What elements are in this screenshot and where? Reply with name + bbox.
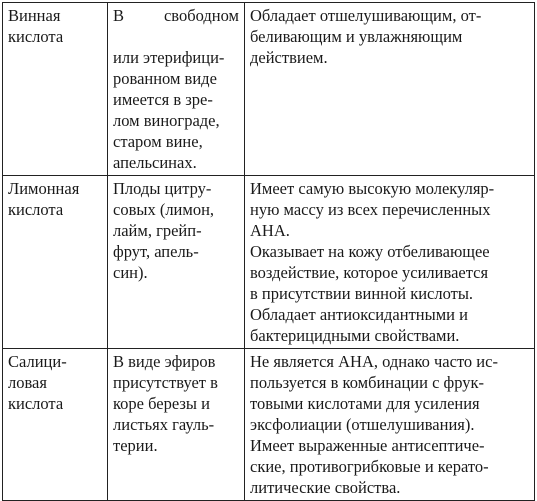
source-line: фрут, апель-: [113, 242, 199, 261]
acid-name-line: Лимонная: [8, 179, 80, 198]
acid-name-line: кислота: [8, 200, 64, 219]
effect-line: Не является АНА, однако часто ис-: [250, 352, 498, 371]
table-row: [3, 3, 535, 176]
effect-line: действием.: [250, 48, 328, 67]
source-line: совых (лимон,: [113, 200, 215, 219]
effect-line: эксфолиации (отшелушивания).: [250, 415, 475, 434]
acid-effect-cell: [245, 3, 535, 176]
acid-source-cell: [108, 176, 245, 349]
acid-source-cell: [108, 3, 245, 176]
effect-line: Обладает отшелушивающим, от-: [250, 6, 482, 25]
effect-line: Имеет выраженные антисептиче-: [250, 436, 485, 455]
effect-line: Имеет самую высокую молекуляр-: [250, 179, 495, 198]
effect-line: беливающим и увлажняющим: [250, 27, 463, 46]
effect-line: воздействие, которое усиливается: [250, 263, 489, 282]
source-line: или этерифици-: [113, 48, 225, 67]
acids-table: [2, 2, 535, 501]
acid-name-line: кислота: [8, 394, 64, 413]
effect-line: ную массу из всех перечисленных: [250, 200, 491, 219]
source-line: коре березы и: [113, 394, 210, 413]
effect-line: ские, противогрибковые и керато-: [250, 457, 489, 476]
table-row: [3, 176, 535, 349]
effect-line: Обладает антиоксидантными и: [250, 305, 468, 324]
effect-line: пользуется в комбинации с фрук-: [250, 373, 484, 392]
acid-name-cell: [3, 176, 108, 349]
source-line: лом винограде,: [113, 111, 220, 130]
source-line: апельсинах.: [113, 153, 197, 172]
acid-effect-cell: [245, 349, 535, 501]
effect-line: Оказывает на кожу отбеливающее: [250, 242, 490, 261]
source-line: В виде эфиров: [113, 352, 216, 371]
acid-name-cell: [3, 349, 108, 501]
acid-name-line: Винная: [8, 6, 61, 25]
source-line: имеется в зре-: [113, 90, 213, 109]
effect-line: товыми кислотами для усиления: [250, 394, 480, 413]
source-line: старом вине,: [113, 132, 203, 151]
effect-line: бактерицидными свойствами.: [250, 326, 460, 345]
acid-name-cell: [3, 3, 108, 176]
acid-effect-cell: [245, 176, 535, 349]
acid-name-line: кислота: [8, 27, 64, 46]
source-line: Плоды цитру-: [113, 179, 212, 198]
source-line: рованном виде: [113, 69, 217, 88]
source-line: син).: [113, 263, 148, 282]
source-line: листьях гауль-: [113, 415, 215, 434]
source-line: присутствует в: [113, 373, 218, 392]
source-line: лайм, грейп-: [113, 221, 202, 240]
acid-name-line: Салици-: [8, 352, 67, 371]
effect-line: в присутствии винной кислоты.: [250, 284, 474, 303]
source-line: терии.: [113, 436, 158, 455]
effect-line: АНА.: [250, 221, 290, 240]
table-row: [3, 349, 535, 501]
source-line: В свободном: [113, 6, 239, 25]
acid-source-cell: [108, 349, 245, 501]
acid-name-line: ловая: [8, 373, 47, 392]
effect-line: литические свойства.: [250, 478, 401, 497]
